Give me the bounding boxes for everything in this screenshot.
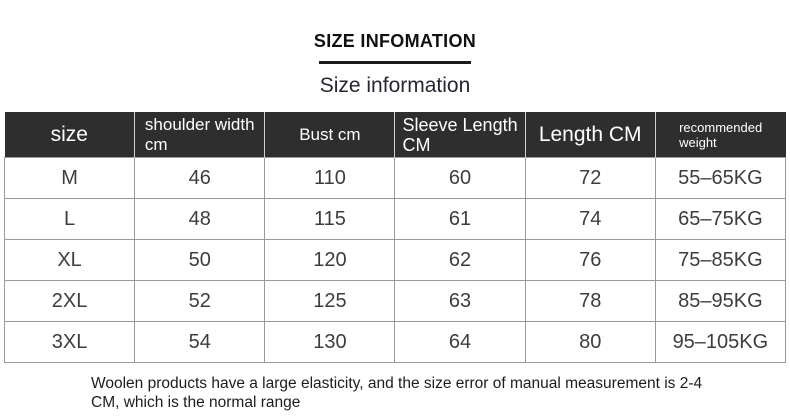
cell-length: 78 (525, 281, 655, 322)
table-row (5, 158, 786, 199)
cell-weight: 95–105KG (655, 322, 785, 363)
cell-sleeve: 62 (395, 240, 525, 281)
table-row (5, 281, 786, 322)
title-divider (319, 61, 471, 64)
col-header-size (5, 112, 135, 158)
cell-shoulder: 54 (135, 322, 265, 363)
size-table (4, 112, 786, 363)
cell-length: 72 (525, 158, 655, 199)
cell-shoulder: 50 (135, 240, 265, 281)
table-row (5, 199, 786, 240)
cell-sleeve: 60 (395, 158, 525, 199)
col-header-length (525, 112, 655, 158)
cell-bust: 130 (265, 322, 395, 363)
col-header-label: Length CM (538, 122, 642, 146)
cell-weight: 65–75KG (655, 199, 785, 240)
col-header-label: size (50, 122, 88, 146)
cell-size: 3XL (5, 322, 135, 363)
col-header-shoulder-width (135, 112, 265, 158)
col-header-label: recommended (679, 119, 763, 135)
col-header-label: Sleeve Length (402, 114, 518, 135)
cell-weight: 55–65KG (655, 158, 785, 199)
cell-shoulder: 48 (135, 199, 265, 240)
cell-bust: 125 (265, 281, 395, 322)
page-subtitle: Size information (319, 74, 471, 97)
cell-length: 74 (525, 199, 655, 240)
cell-shoulder: 46 (135, 158, 265, 199)
table-row (5, 240, 786, 281)
cell-shoulder: 52 (135, 281, 265, 322)
cell-bust: 120 (265, 240, 395, 281)
cell-weight: 85–95KG (655, 281, 785, 322)
table-row (5, 322, 786, 363)
col-header-recommended-weight (655, 112, 785, 158)
table-header-row (5, 112, 786, 158)
col-header-bust (265, 112, 395, 158)
cell-sleeve: 61 (395, 199, 525, 240)
col-header-label: shoulder width (144, 114, 255, 134)
cell-length: 76 (525, 240, 655, 281)
col-header-sleeve-length (395, 112, 525, 158)
measurement-note-line: Woolen products have a large elasticity, and the size error of manual measurement is 2-4 (91, 375, 703, 392)
cell-bust: 110 (265, 158, 395, 199)
col-header-label: Bust cm (299, 124, 361, 144)
cell-size: M (5, 158, 135, 199)
cell-length: 80 (525, 322, 655, 363)
cell-sleeve: 63 (395, 281, 525, 322)
measurement-note (91, 374, 751, 412)
cell-size: L (5, 199, 135, 240)
page-title: SIZE INFOMATION (313, 31, 477, 51)
col-header-label: cm (144, 134, 168, 154)
title-block (0, 0, 790, 98)
cell-weight: 75–85KG (655, 240, 785, 281)
cell-size: XL (5, 240, 135, 281)
col-header-label: CM (402, 134, 431, 155)
cell-bust: 115 (265, 199, 395, 240)
cell-sleeve: 64 (395, 322, 525, 363)
measurement-note-line: CM, which is the normal range (91, 394, 301, 411)
cell-size: 2XL (5, 281, 135, 322)
col-header-label: weight (679, 134, 717, 150)
